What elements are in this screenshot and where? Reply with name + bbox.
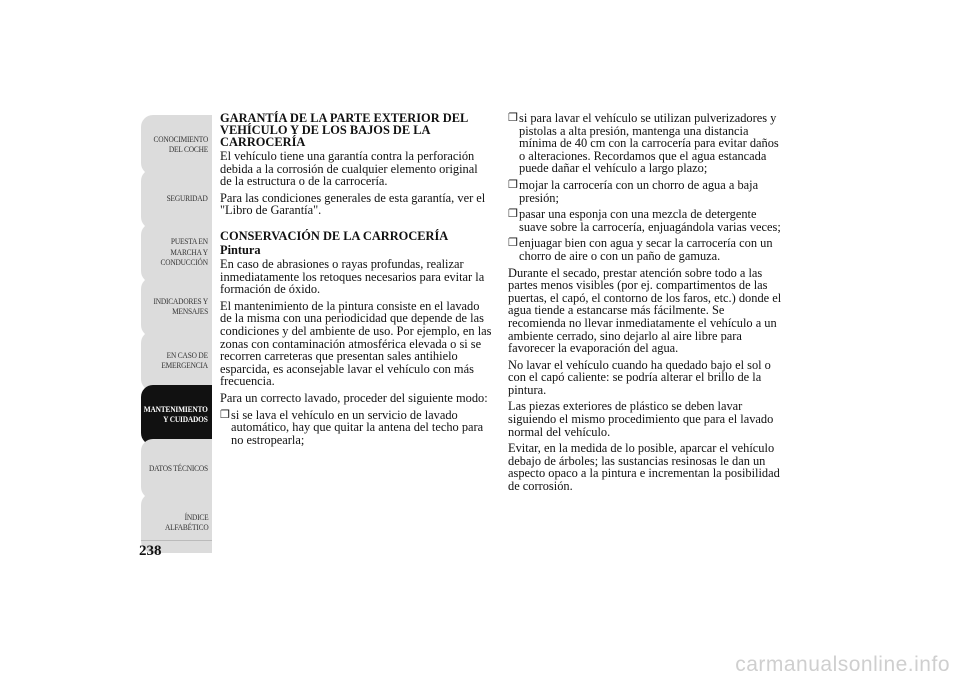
page-number-rule — [141, 540, 212, 541]
section-heading-garantia: GARANTÍA DE LA PARTE EXTERIOR DEL VEHÍCULO Y DE LOS BAJOS DE LA CARROCERÍA — [220, 111, 468, 149]
tab-label: INDICADORES Y MENSAJES — [153, 296, 208, 316]
paragraph: Las piezas exteriores de plástico se deben lavar siguiendo el mismo procedimiento que para el lavado normal del vehículo. — [508, 399, 774, 439]
list-item — [508, 179, 782, 204]
checkbox-bullet-icon: ❐ — [508, 178, 518, 191]
subheading-pintura: Pintura — [220, 242, 261, 257]
paragraph: Durante el secado, prestar atención sobre todo a las partes menos visibles (por ej. compartimentos de las puertas, el capó, el contorno de los faros, etc.) donde el agua tiende a estancarse más fácilmente. Se recomienda no llevar inmediatamente el vehículo a un ambiente cerrado, sino dejarlo al aire libre para favorecer la evaporación del agua. — [508, 265, 782, 356]
section-heading-conservacion: CONSERVACIÓN DE LA CARROCERÍA — [220, 228, 449, 243]
list-item — [508, 237, 782, 262]
tab-label: EN CASO DE EMERGENCIA — [161, 350, 208, 370]
paragraph: En caso de abrasiones o rayas profundas, realizar inmediatamente los retoques necesarios para evitar la formación de óxido. — [220, 256, 485, 297]
tab-label: PUESTA EN MARCHA Y CONDUCCIÓN — [160, 237, 208, 268]
tab-indicadores[interactable] — [141, 277, 212, 337]
watermark: carmanualsonline.info — [735, 653, 950, 676]
tab-label: DATOS TÉCNICOS — [149, 463, 208, 473]
tab-label: CONOCIMIENTO DEL COCHE — [153, 134, 208, 154]
list-item — [508, 208, 782, 233]
list-item-text: si se lava el vehículo en un servicio de lavado automático, hay que quitar la antena del techo para no estropearla; — [231, 407, 484, 447]
tab-label: ÍNDICE ALFABÉTICO — [164, 512, 208, 532]
page-number: 238 — [139, 543, 162, 559]
list-item-text: enjuagar bien con agua y secar la carrocería con un chorro de aire o con un paño de gamuza. — [519, 236, 773, 263]
tab-seguridad[interactable] — [141, 169, 212, 229]
left-column — [220, 112, 492, 450]
paragraph: Evitar, en la medida de lo posible, aparcar el vehículo debajo de árboles; las sustancias resinosas le dan un aspecto opaco a la pintura e incrementan la posibilidad de corrosión. — [508, 441, 780, 494]
tab-puesta-en-marcha[interactable] — [141, 223, 212, 283]
paragraph: El vehículo tiene una garantía contra la perforación debida a la corrosión de cualquier elemento original de la estructura o de la carrocería. — [220, 149, 478, 189]
checkbox-bullet-icon: ❐ — [508, 112, 518, 124]
tab-mantenimiento[interactable] — [141, 385, 212, 445]
list-item-text: pasar una esponja con una mezcla de detergente suave sobre la carrocería, enjuagándola varias veces; — [519, 207, 781, 234]
paragraph: No lavar el vehículo cuando ha quedado bajo el sol o con el capó caliente: se podría alterar el brillo de la pintura. — [508, 357, 771, 397]
checkbox-bullet-icon: ❐ — [508, 208, 518, 221]
tab-emergencia[interactable] — [141, 331, 212, 391]
tab-label: SEGURIDAD — [166, 193, 208, 203]
tab-datos-tecnicos[interactable] — [141, 439, 212, 499]
list-item — [220, 409, 492, 447]
paragraph: Para un correcto lavado, proceder del siguiente modo: — [220, 390, 488, 405]
tab-conocimiento-del-coche[interactable] — [141, 115, 212, 175]
checkbox-bullet-icon: ❐ — [220, 408, 230, 421]
tab-label: MANTENIMIENTO Y CUIDADOS — [144, 404, 208, 424]
right-column — [508, 112, 782, 497]
checkbox-bullet-icon: ❐ — [508, 237, 518, 250]
paragraph: El mantenimiento de la pintura consiste en el lavado de la misma con una periodicidad que depende de las condiciones y del ambiente de uso. Por ejemplo, en las zonas con contaminación atmosférica elevada o si se recorren carreteras que presentan sales antihielo esparcida, es aconsejable lavar el vehículo con más frecuencia. — [220, 298, 492, 389]
list-item-text: mojar la carrocería con un chorro de agua a baja presión; — [519, 177, 759, 205]
list-item-text: si para lavar el vehículo se utilizan pulverizadores y pistolas a alta presión, mantenga una distancia mínima de 40 cm con la carrocería para evitar daños o alteraciones. Recordamos que el agua estancada puede dañar el vehículo a largo plazo; — [519, 111, 779, 176]
paragraph: Para las condiciones generales de esta garantía, ver el "Libro de Garantía". — [220, 190, 486, 218]
list-item — [508, 112, 782, 175]
